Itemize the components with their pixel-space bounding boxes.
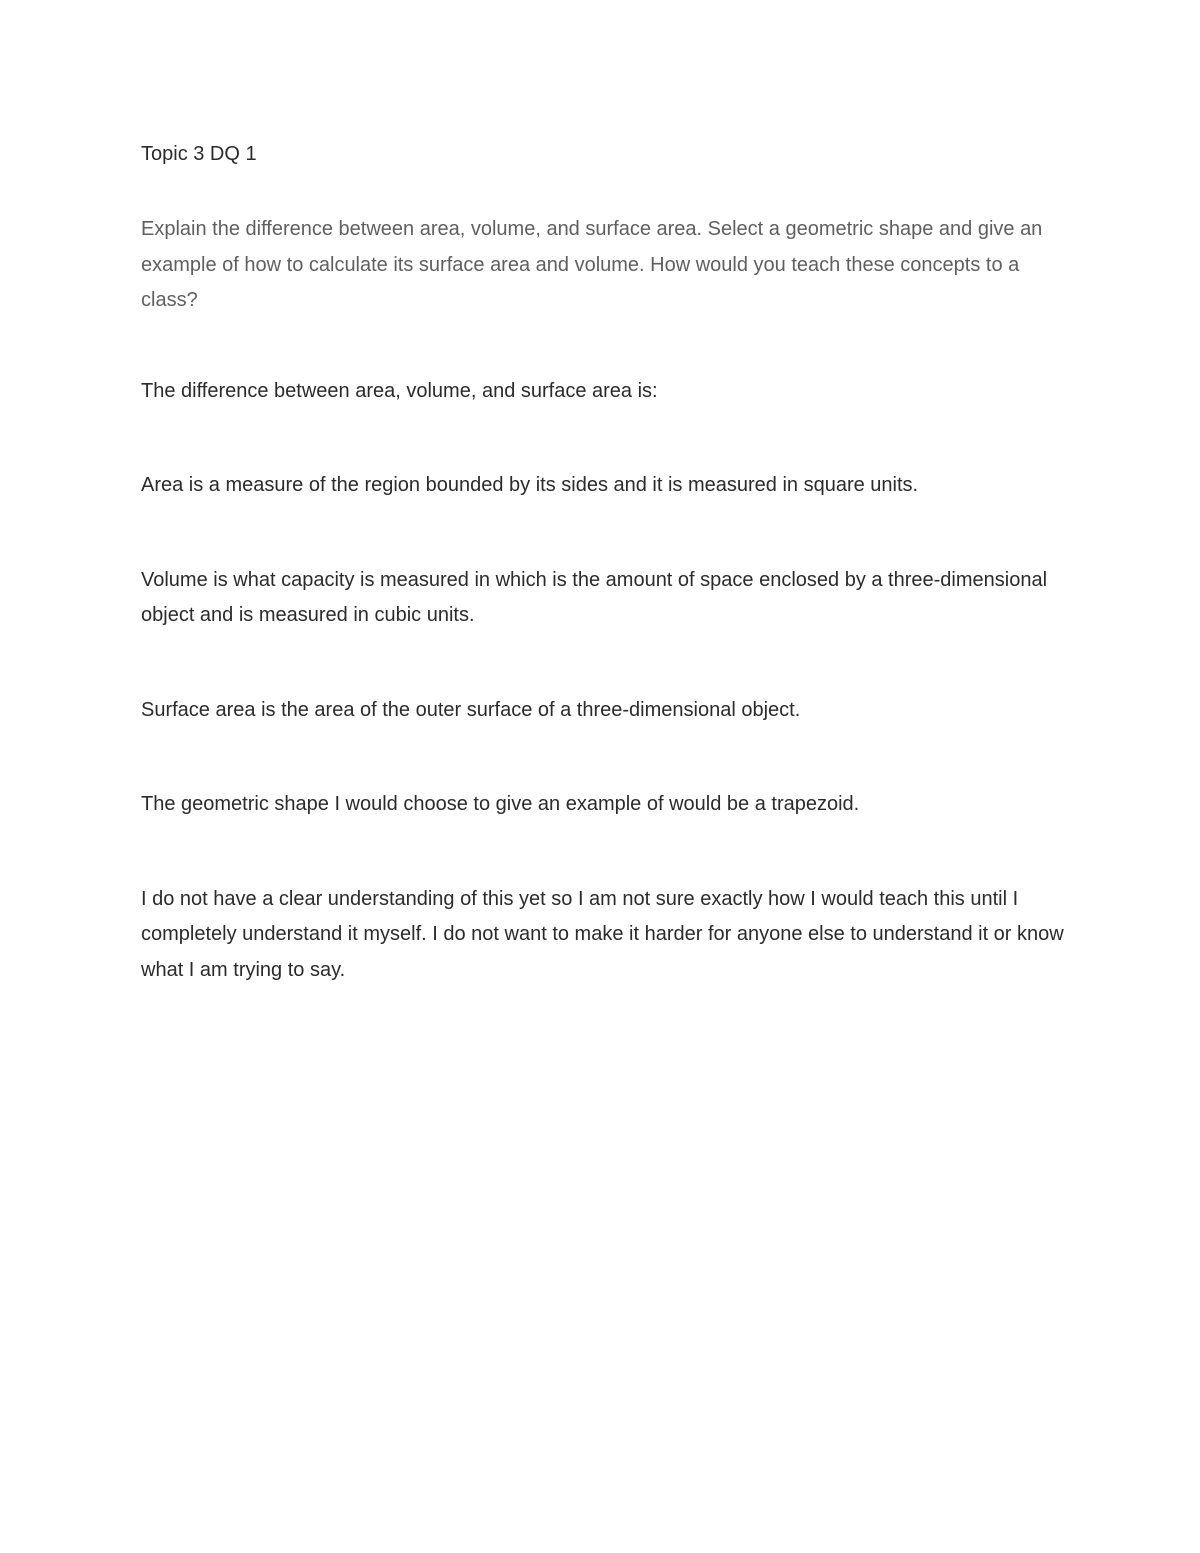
document-title: Topic 3 DQ 1 (141, 143, 257, 165)
paragraph-shape-choice: The geometric shape I would choose to give an example of would be a trapezoid. (141, 793, 860, 815)
paragraph-difference-intro: The difference between area, volume, and surface area is: (141, 379, 658, 402)
discussion-prompt: Explain the difference between area, volume, and surface area. Select a geometric shape and give an example of how to calculate its surface area and volume. How would you teach these concepts to a class? (141, 218, 1043, 311)
document-body (141, 138, 1071, 988)
paragraph-volume-definition: Volume is what capacity is measured in which is the amount of space enclosed by a three-dimensional object and is measured in cubic units. (141, 568, 1048, 626)
paragraph-area-definition: Area is a measure of the region bounded by its sides and it is measured in square units. (141, 474, 919, 496)
paragraph-teaching-reflection: I do not have a clear understanding of this yet so I am not sure exactly how I would teach this until I completely understand it myself. I do not want to make it harder for anyone else to understand it or know what I am trying to say. (141, 887, 1064, 981)
paragraph-surface-area-definition: Surface area is the area of the outer surface of a three-dimensional object. (141, 698, 801, 721)
